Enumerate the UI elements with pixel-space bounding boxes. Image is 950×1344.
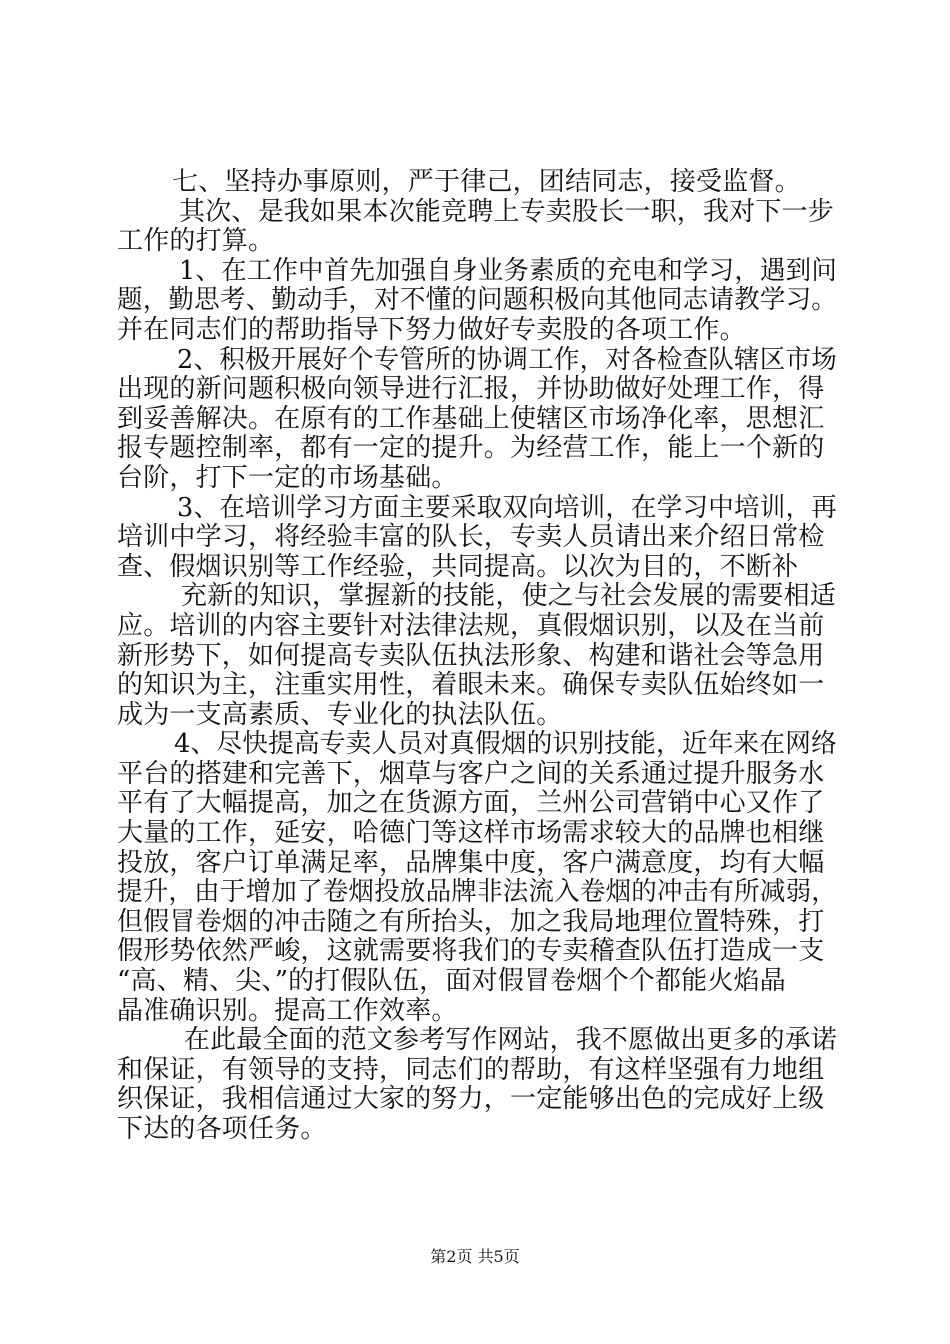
text-line: 在此最全面的范文参考写作网站，我不愿做出更多的承诺 (184, 1025, 837, 1056)
text-line: 大量的工作，延安，哈德门等这样市场需求较大的品牌也相继 (117, 818, 825, 849)
text-line: 3、在培训学习方面主要采取双向培训，在学习中培训，再 (177, 492, 837, 523)
text-line: 应。培训的内容主要针对法律法规，真假烟识别，以及在当前 (117, 610, 825, 641)
text-line: 晶准确识别。提高工作效率。 (117, 995, 458, 1026)
text-line: 成为一支高素质、专业化的执法队伍。 (117, 699, 563, 730)
text-line: 工作的打算。 (117, 226, 275, 257)
text-line: 出现的新问题积极向领导进行汇报，并协助做好处理工作，得 (117, 374, 825, 405)
text-line: 充新的知识，掌握新的技能，使之与社会发展的需要相适 (181, 581, 837, 612)
text-line: 七、坚持办事原则，严于律己，团结同志，接受监督。 (172, 167, 801, 197)
text-line: 并在同志们的帮助指导下努力做好专卖股的各项工作。 (117, 314, 746, 345)
text-line: 查、假烟识别等工作经验，共同提高。以次为目的，不断补 (117, 551, 799, 582)
text-line: 其次、是我如果本次能竞聘上专卖股长一职，我对下一步 (179, 196, 835, 227)
page-footer: 第2页 共5页 (430, 1247, 520, 1266)
text-line: “高、精、尖、”的打假队伍，面对假冒卷烟个个都能火焰晶 (117, 966, 786, 997)
text-line: 报专题控制率，都有一定的提升。为经营工作，能上一个新的 (117, 433, 825, 464)
text-line: 新形势下，如何提高专卖队伍执法形象、构建和谐社会等急用 (117, 640, 825, 671)
text-line: 4、尽快提高专卖人员对真假烟的识别技能，近年来在网络 (174, 729, 837, 760)
text-line: 平台的搭建和完善下，烟草与客户之间的关系通过提升服务水 (117, 758, 825, 789)
text-line: 下达的各项任务。 (117, 1114, 327, 1144)
document-body (117, 168, 837, 1145)
text-line: 到妥善解决。在原有的工作基础上使辖区市场净化率，思想汇 (117, 403, 825, 434)
text-line: 和保证，有领导的支持，同志们的帮助，有这样坚强有力地组 (117, 1054, 825, 1085)
text-line: 台阶，打下一定的市场基础。 (117, 462, 458, 493)
text-line: 1、在工作中首先加强自身业务素质的充电和学习，遇到问 (179, 255, 837, 286)
text-line: 提升，由于增加了卷烟投放品牌非法流入卷烟的冲击有所减弱， (117, 877, 837, 908)
text-line: 2、积极开展好个专管所的协调工作，对各检查队辖区市场 (177, 344, 837, 375)
text-line: 平有了大幅提高，加之在货源方面，兰州公司营销中心又作了 (117, 788, 825, 819)
text-line: 题，勤思考、勤动手，对不懂的问题积极向其他同志请教学习。 (117, 285, 837, 316)
text-line: 培训中学习，将经验丰富的队长，专卖人员请出来介绍日常检 (117, 522, 825, 553)
text-line: 投放，客户订单满足率，品牌集中度，客户满意度，均有大幅 (117, 847, 825, 878)
text-line: 织保证，我相信通过大家的努力，一定能够出色的完成好上级 (117, 1084, 825, 1115)
text-line: 假形势依然严峻，这就需要将我们的专卖稽查队伍打造成一支 (117, 936, 825, 967)
text-line: 的知识为主，注重实用性，着眼未来。确保专卖队伍始终如一 (117, 670, 825, 701)
text-line: 但假冒卷烟的冲击随之有所抬头，加之我局地理位置特殊，打 (117, 906, 825, 937)
